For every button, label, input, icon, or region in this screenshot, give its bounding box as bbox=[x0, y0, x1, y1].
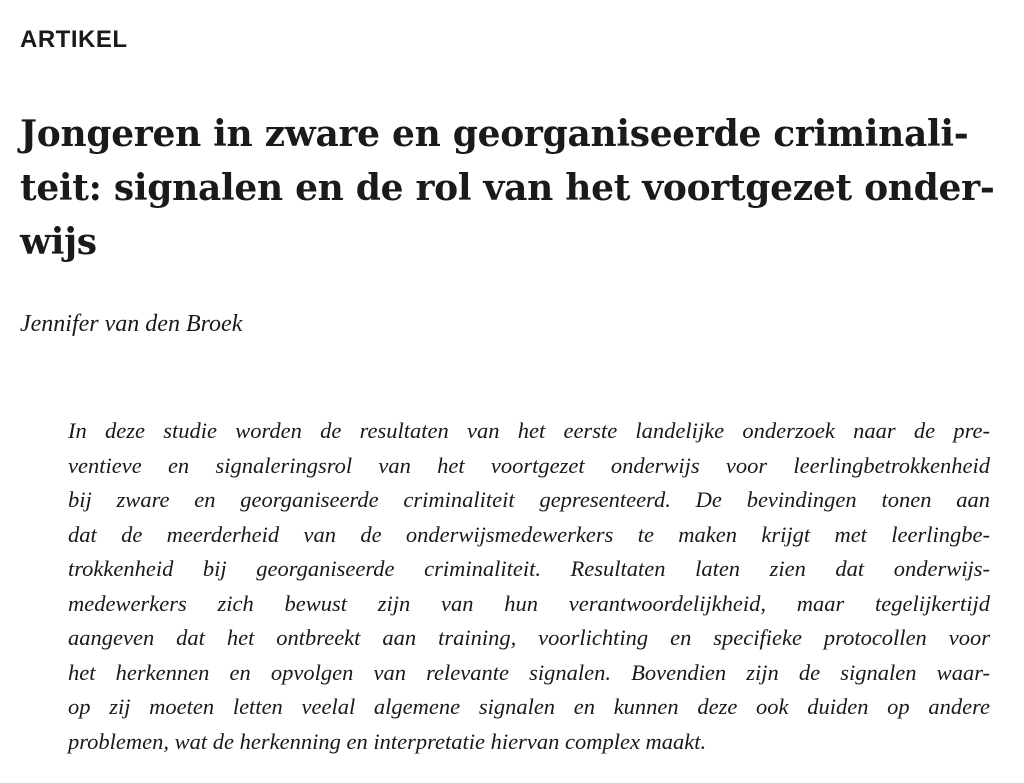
abstract-line: ventieve en signaleringsrol van het voortgezet onderwijs voor leerlingbetrokkenheid bbox=[68, 452, 990, 478]
abstract-line: In deze studie worden de resultaten van het eerste landelijke onderzoek naar de pre- bbox=[68, 418, 990, 443]
abstract-line: trokkenheid bij georganiseerde criminaliteit. Resultaten laten zien dat onderwijs- bbox=[68, 556, 990, 581]
title-line: wijs bbox=[20, 221, 97, 263]
abstract-line: aangeven dat het ontbreekt aan training, voorlichting en specifieke protocollen voor bbox=[68, 625, 990, 650]
abstract-line: medewerkers zich bewust zijn van hun verantwoordelijkheid, maar tegelijkertijd bbox=[68, 590, 990, 616]
section-label: ARTIKEL bbox=[20, 26, 128, 53]
abstract-line: dat de meerderheid van de onderwijsmedewerkers te maken krijgt met leerlingbe- bbox=[68, 521, 990, 547]
abstract-line: het herkennen en opvolgen van relevante signalen. Bovendien zijn de signalen waar- bbox=[68, 659, 990, 685]
article-title bbox=[20, 107, 1010, 269]
title-line: Jongeren in zware en georganiseerde criminali- bbox=[20, 113, 969, 155]
abstract-line: problemen, wat de herkenning en interpretatie hiervan complex maakt. bbox=[68, 728, 707, 754]
author-name: Jennifer van den Broek bbox=[20, 311, 243, 337]
title-line: teit: signalen en de rol van het voortgezet onder- bbox=[20, 167, 995, 209]
abstract bbox=[68, 414, 990, 759]
abstract-line: bij zware en georganiseerde criminaliteit gepresenteerd. De bevindingen tonen aan bbox=[68, 487, 990, 512]
abstract-line: op zij moeten letten veelal algemene signalen en kunnen deze ook duiden op andere bbox=[68, 694, 990, 719]
